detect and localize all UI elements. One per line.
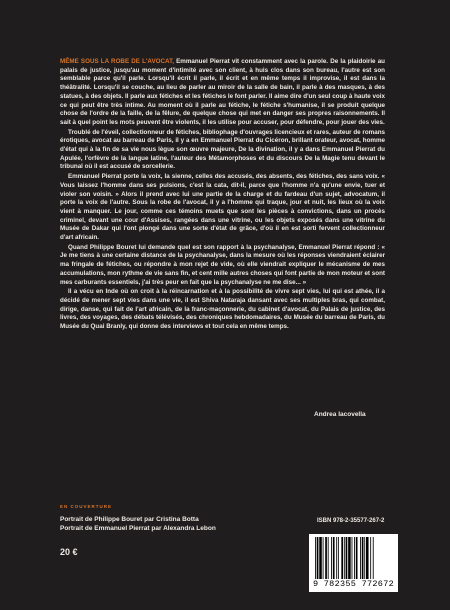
paragraph-1-text: Emmanuel Pierrat vit constamment avec la parole. De la plaidoirie au palais de justice, jusqu'au moment d'intimité avec son client, à huis clos dans son bureau, l'autre est son semblable parce qu'il parle. Lorsqu'il écrit il parle, il écrit et en même temps il improvise, il est dans la théâtralité. Lorsqu'il se couche, au lieu de parler au miroir de la salle de bain, il parle à des masques, à des statues, à des objets. Il parle aux fétiches et les fétiches le font parler. Il aime dire d'un seul coup à haute voix ce qui peut être très intime. Au moment où il parle au fétiche, le fétiche s'humanise, il se produit quelque chose de l'ordre de la faille, de la fêlure, de quelque chose qui met en danger ses propres raisonnements. Il sait à quel point les mots peuvent être violents, il les utilise pour accuser, pour défendre, pour jouer des vies. [60,58,385,126]
paragraph-2: Troublé de l'éveil, collectionneur de fétiches, bibliophage d'ouvrages licencieux et rares, auteur de romans érotiques, avocat au barreau de Paris, il y a en Emmanuel Pierrat du Cicéron, brillant orateur, avocat, homme d'état qui à la fin de sa vie nous lègue son œuvre majeure, De la divination, il y a dans Emmanuel Pierrat du Apulée, l'orfèvre de la langue latine, l'auteur des Métamorphoses et du discours De la Magie tenu devant le tribunal où il est accusé de sorcellerie. [60,128,385,171]
paragraph-1 [60,58,385,128]
author-signature: Andrea Iacovella [314,411,366,418]
cover-credits [60,515,216,533]
paragraph-4: Quand Philippe Bouret lui demande quel est son rapport à la psychanalyse, Emmanuel Pierrat répond : « Je me tiens à une certaine distance de la psychanalyse, dans la mesure où les réponses viendraient éclairer ma fringale de fétiches, ou répondre à mon rejet de vide, où elle viendrait expliquer le mécanisme de mes accumulations, mon rythme de vie sans fin, et cent mille autres choses qui font partie de mon moteur et sont mes carburants essentiels, j'ai très peur en fait que la psychanalyse ne me dise... » [60,243,385,286]
blurb-text [60,58,385,333]
credit-line-2: Portrait de Emmanuel Pierrat par Alexandra Lebon [60,525,216,532]
barcode-bars-icon [315,537,392,579]
isbn-number: ISBN 978-2-35577-267-2 [317,518,385,524]
cover-label: EN COUVERTURE [60,504,113,509]
price-tag: 20 € [60,547,78,557]
credit-line-1: Portrait de Philippe Bouret par Cristina Botta [60,516,199,523]
paragraph-5: Il a vécu en Inde où on croit à la réincarnation et à la possibilité de vivre sept vies, lui qui est athée, il a décidé de mener sept vies dans une vie, il est Shiva Nataraja dansant avec ses multiples bras, qui combat, dirige, danse, qui fait de l'art africain, de la franc-maçonnerie, du cabinet d'avocat, du Palais de justice, des livres, des voyages, des débats télévisés, des chroniques hebdomadaires, du Musée du barreau de Paris, du Musée du Quai Branly, qui donne des interviews et tout cela en même temps. [60,288,385,331]
barcode [309,534,398,592]
paragraph-3: Emmanuel Pierrat porte la voix, la sienne, celles des accusés, des absents, des fétiches, des sans voix. « Vous laissez l'homme dans ses pulsions, c'est la cata, dit-il, parce que l'homme n'a qu'une envie, tuer et violer son voisin. » Alors il prend avec lui une partie de la charge et du fardeau d'un sujet, advocatum, il porte la voix de l'autre. Sous la robe de l'avocat, il y a l'homme qui traque, jour et nuit, les lieux où la voix vient à manquer. Le jour, comme ces témoins muets que sont les pièces à convictions, dans un procès criminel, devant une cour d'Assises, rangées dans une vitrine, ou les objets exposés dans une vitrine du Musée de Dakar qui l'ont plongé dans une sorte d'état de grâce, d'où il en est sorti fervent collectionneur d'art africain. [60,173,385,242]
lead-heading: MÊME SOUS LA ROBE DE L'AVOCAT, [60,58,174,65]
barcode-digits: 9 782355 772672 [312,579,394,589]
